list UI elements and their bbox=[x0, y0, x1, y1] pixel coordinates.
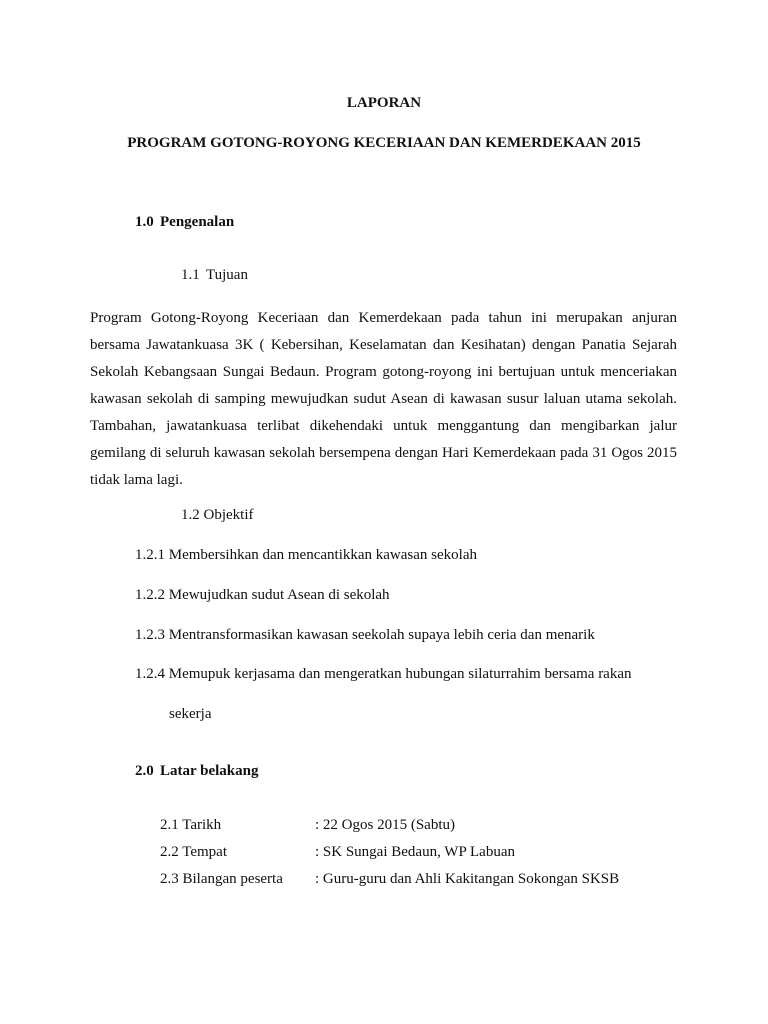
detail-label: 2.3 Bilangan peserta bbox=[160, 871, 283, 887]
objective-item: 1.2.2 Mewujudkan sudut Asean di sekolah bbox=[135, 587, 390, 603]
subsection-1-2-heading: 1.2 Objektif bbox=[181, 507, 254, 523]
detail-label: 2.1 Tarikh bbox=[160, 817, 222, 833]
objective-item: 1.2.3 Mentransformasikan kawasan seekolah supaya lebih ceria dan menarik bbox=[135, 627, 595, 643]
detail-label: 2.2 Tempat bbox=[160, 844, 227, 860]
document-subtitle: PROGRAM GOTONG-ROYONG KECERIAAN DAN KEMERDEKAAN 2015 bbox=[127, 135, 641, 151]
objective-item-continuation: sekerja bbox=[169, 706, 212, 722]
objective-item: 1.2.4 Memupuk kerjasama dan mengeratkan hubungan silaturrahim bersama rakan bbox=[135, 666, 632, 682]
document-title: LAPORAN bbox=[346, 95, 422, 111]
detail-value: : SK Sungai Bedaun, WP Labuan bbox=[315, 844, 515, 860]
section-1-number: 1.0 bbox=[135, 214, 154, 230]
intro-paragraph: Program Gotong-Royong Keceriaan dan Kemerdekaan pada tahun ini merupakan anjuran bersama Jawatankuasa 3K ( Kebersihan, Keselamatan dan Kesihatan) dengan Panatia Sejarah Sekolah Kebangsaan Sungai Bedaun. Program gotong-royong ini bertujuan untuk menceriakan kawasan sekolah di samping mewujudkan sudut Asean di kawasan susur laluan utama sekolah. Tambahan, jawatankuasa terlibat dikehendaki untuk menggantung dan mengibarkan jalur gemilang di seluruh kawasan sekolah bersempena dengan Hari Kemerdekaan pada 31 Ogos 2015 tidak lama lagi. bbox=[90, 310, 677, 488]
section-1-heading: Pengenalan bbox=[160, 214, 235, 230]
section-2-number: 2.0 bbox=[135, 763, 154, 779]
section-2-heading: Latar belakang bbox=[160, 763, 259, 779]
detail-value: : 22 Ogos 2015 (Sabtu) bbox=[315, 817, 455, 833]
objective-item: 1.2.1 Membersihkan dan mencantikkan kawasan sekolah bbox=[135, 547, 477, 563]
detail-value: : Guru-guru dan Ahli Kakitangan Sokongan SKSB bbox=[315, 871, 620, 887]
subsection-1-1-number: 1.1 bbox=[181, 267, 200, 283]
subsection-1-1-heading: Tujuan bbox=[206, 267, 248, 283]
